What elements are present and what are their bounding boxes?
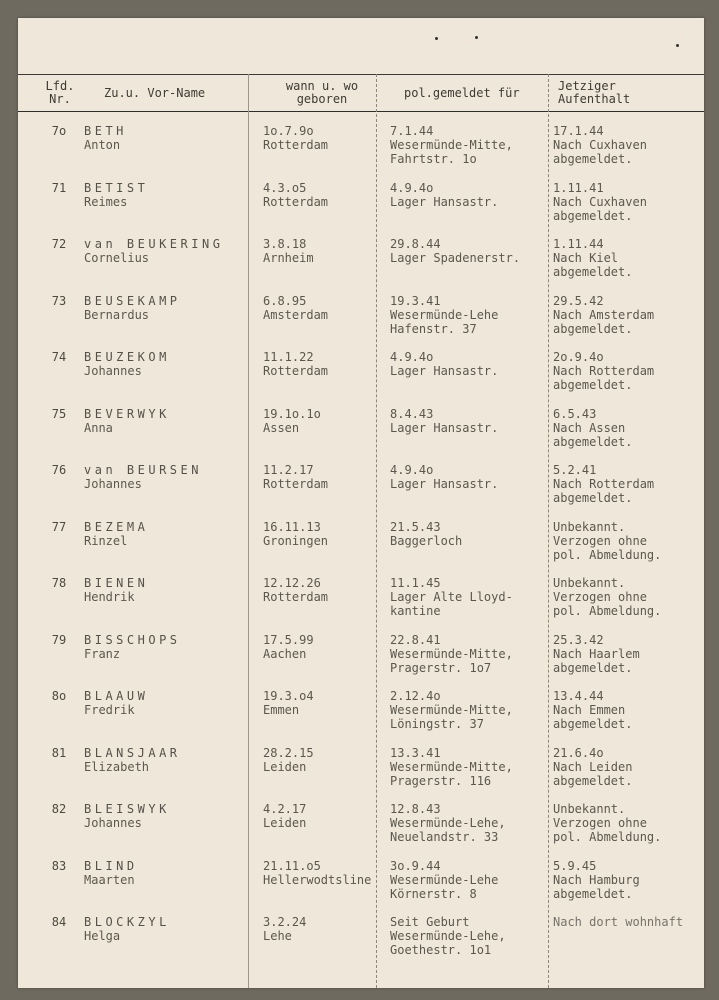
birth-info	[263, 463, 328, 491]
registration-date: 3o.9.44	[390, 858, 441, 873]
table-row	[18, 859, 704, 915]
birth-date: 11.1.22	[263, 350, 314, 364]
entry-number-value: 83	[51, 858, 67, 873]
surname: BIENEN	[84, 576, 149, 590]
current-residence-line: Unbekannt.	[553, 576, 626, 590]
person-name	[84, 915, 170, 943]
birth-info	[263, 746, 314, 774]
registration-date: 13.3.41	[390, 745, 441, 760]
entry-number-value: 84	[51, 915, 67, 929]
birth-date: 19.3.o4	[263, 689, 314, 703]
birth-date: 3.8.18	[263, 237, 307, 251]
person-name	[84, 463, 202, 491]
current-residence-line: Verzogen ohne	[553, 533, 647, 548]
birth-date: 3.2.24	[263, 915, 307, 929]
birth-place: Leiden	[263, 759, 307, 774]
table-row	[18, 802, 704, 858]
header-registered	[404, 75, 520, 111]
given-name: Franz	[84, 646, 121, 661]
entry-number-value: 78	[51, 576, 67, 590]
registration-info	[390, 463, 498, 491]
current-residence	[553, 915, 683, 929]
registration-info	[390, 633, 513, 675]
entry-number	[40, 294, 78, 308]
header-born	[254, 75, 390, 111]
birth-date: 28.2.15	[263, 745, 314, 760]
registration-info	[390, 689, 513, 731]
birth-info	[263, 915, 306, 943]
birth-place: Emmen	[263, 703, 300, 717]
surname: BETIST	[84, 180, 149, 195]
birth-place: Aachen	[263, 646, 307, 661]
current-residence-line: Nach Rotterdam	[553, 364, 655, 378]
given-name: Reimes	[84, 194, 128, 209]
current-residence	[553, 407, 632, 449]
registration-address: Hafenstr. 37	[390, 321, 477, 336]
current-residence	[553, 463, 654, 505]
registration-date: 11.1.45	[390, 576, 441, 590]
surname: BLEISWYK	[84, 802, 170, 816]
registration-info	[390, 124, 513, 166]
registration-address: Löningstr. 37	[390, 717, 484, 731]
entry-number-value: 72	[51, 237, 67, 251]
birth-info	[263, 124, 328, 152]
birth-place: Hellerwodtsline	[263, 872, 372, 887]
current-residence	[553, 237, 632, 279]
registration-date: 2.12.4o	[390, 689, 441, 703]
entry-number	[40, 350, 78, 364]
birth-date: 21.11.o5	[263, 858, 321, 873]
registration-address: Körnerstr. 8	[390, 886, 477, 901]
registration-date: 8.4.43	[390, 406, 434, 421]
table-row	[18, 237, 704, 293]
current-residence-line: Verzogen ohne	[553, 590, 647, 604]
current-residence-line: abgemeldet.	[553, 208, 633, 223]
person-name	[84, 520, 148, 548]
birth-info	[263, 859, 371, 887]
birth-date: 11.2.17	[263, 463, 314, 477]
register-page	[18, 18, 704, 988]
current-residence-line: abgemeldet.	[553, 491, 633, 505]
current-residence-line: 5.9.45	[553, 858, 597, 873]
table-row	[18, 181, 704, 237]
registration-address: Pragerstr. 1o7	[390, 660, 492, 675]
paper-mark	[676, 44, 679, 47]
registration-info	[390, 350, 498, 378]
current-residence-line: 6.5.43	[553, 406, 597, 421]
surname: van BEUKERING	[84, 237, 224, 251]
table-row	[18, 576, 704, 632]
current-residence-line: abgemeldet.	[553, 434, 633, 449]
birth-date: 12.12.26	[263, 576, 321, 590]
entry-number	[40, 181, 78, 195]
table-row	[18, 294, 704, 350]
registration-address: Wesermünde-Mitte,	[390, 646, 513, 661]
given-name: Fredrik	[84, 703, 135, 717]
current-residence-line: Nach Cuxhaven	[553, 194, 647, 209]
registration-info	[390, 181, 498, 209]
given-name: Rinzel	[84, 533, 128, 548]
current-residence	[553, 520, 661, 562]
surname: BLANSJAAR	[84, 745, 181, 760]
header-now-line2: Aufenthalt	[558, 92, 631, 106]
person-name	[84, 237, 223, 265]
birth-place: Lehe	[263, 929, 292, 943]
current-residence-line: abgemeldet.	[553, 886, 633, 901]
current-residence-line: Nach Rotterdam	[553, 477, 655, 491]
birth-info	[263, 576, 328, 604]
person-name	[84, 802, 170, 830]
table-row	[18, 463, 704, 519]
entry-number	[40, 689, 78, 703]
current-residence-line: abgemeldet.	[553, 152, 633, 166]
registration-info	[390, 520, 462, 548]
current-residence-line: 5.2.41	[553, 463, 597, 477]
paper-mark	[435, 37, 438, 40]
entry-number-value: 7o	[51, 124, 67, 138]
current-residence-line: 21.6.4o	[553, 745, 604, 760]
header-born-line2: geboren	[296, 92, 348, 106]
current-residence-line: abgemeldet.	[553, 378, 633, 392]
header-now-line1: Jetziger	[558, 79, 616, 93]
current-residence	[553, 124, 647, 166]
registration-address: Lager Hansastr.	[390, 420, 499, 435]
given-name: Anton	[84, 138, 121, 152]
current-residence-line: 25.3.42	[553, 632, 604, 647]
registration-address: Neuelandstr. 33	[390, 830, 499, 844]
entry-number-value: 8o	[51, 689, 67, 703]
current-residence	[553, 350, 654, 392]
birth-info	[263, 294, 328, 322]
person-name	[84, 407, 170, 435]
current-residence-line: abgemeldet.	[553, 773, 633, 788]
entry-number	[40, 124, 78, 138]
given-name: Anna	[84, 420, 113, 435]
current-residence-line: 2o.9.4o	[553, 350, 604, 364]
header-now	[558, 75, 630, 111]
given-name: Hendrik	[84, 590, 135, 604]
birth-place: Assen	[263, 420, 300, 435]
registration-address: Goethestr. 1o1	[390, 943, 492, 957]
registration-date: 29.8.44	[390, 237, 441, 251]
registration-date: Seit Geburt	[390, 915, 470, 929]
given-name: Helga	[84, 929, 121, 943]
registration-address: Wesermünde-Lehe,	[390, 816, 506, 830]
entry-number	[40, 407, 78, 421]
registration-date: 7.1.44	[390, 124, 434, 138]
birth-place: Rotterdam	[263, 590, 329, 604]
surname: BETH	[84, 124, 127, 138]
header-name	[104, 75, 205, 111]
registration-info	[390, 859, 498, 901]
current-residence-line: 29.5.42	[553, 293, 604, 308]
current-residence-line: pol. Abmeldung.	[553, 547, 662, 562]
surname: BISSCHOPS	[84, 632, 181, 647]
current-residence-line: abgemeldet.	[553, 265, 633, 279]
birth-info	[263, 407, 321, 435]
current-residence-line: pol. Abmeldung.	[553, 830, 662, 844]
entry-number	[40, 802, 78, 816]
registration-date: 4.9.4o	[390, 463, 434, 477]
current-residence	[553, 802, 661, 844]
surname: BLOCKZYL	[84, 915, 170, 929]
registration-date: 4.9.4o	[390, 350, 434, 364]
birth-info	[263, 350, 328, 378]
surname: BLAAUW	[84, 689, 149, 703]
birth-place: Arnheim	[263, 251, 314, 265]
birth-place: Rotterdam	[263, 364, 329, 378]
given-name: Cornelius	[84, 251, 150, 265]
entry-number-value: 71	[51, 180, 67, 195]
current-residence-line: 1.11.44	[553, 237, 604, 251]
surname: van BEURSEN	[84, 463, 202, 477]
given-name: Johannes	[84, 816, 142, 830]
given-name: Bernardus	[84, 307, 150, 322]
current-residence-line: Nach dort wohnhaft	[553, 915, 684, 929]
person-name	[84, 350, 170, 378]
birth-info	[263, 633, 314, 661]
given-name: Johannes	[84, 477, 142, 491]
header-registered-label: pol.gemeldet für	[404, 85, 520, 100]
birth-place: Rotterdam	[263, 194, 329, 209]
entry-number	[40, 520, 78, 534]
registration-date: 21.5.43	[390, 519, 441, 534]
registration-address: Lager Spadenerstr.	[390, 251, 521, 265]
current-residence	[553, 294, 654, 336]
registration-address: Fahrtstr. 1o	[390, 152, 477, 166]
birth-place: Rotterdam	[263, 138, 329, 152]
surname: BEZEMA	[84, 519, 149, 534]
current-residence	[553, 576, 661, 618]
table-row	[18, 124, 704, 180]
table-row	[18, 746, 704, 802]
current-residence-line: Nach Kiel	[553, 251, 619, 265]
current-residence	[553, 859, 640, 901]
person-name	[84, 746, 181, 774]
registration-date: 12.8.43	[390, 802, 441, 816]
birth-place: Leiden	[263, 816, 307, 830]
entry-number-value: 77	[51, 519, 67, 534]
birth-info	[263, 689, 314, 717]
entry-number-value: 73	[51, 293, 67, 308]
birth-info	[263, 802, 306, 830]
registration-address: Lager Hansastr.	[390, 477, 499, 491]
current-residence-line: Nach Haarlem	[553, 646, 640, 661]
table-row	[18, 633, 704, 689]
registration-info	[390, 294, 498, 336]
punch-marks	[18, 34, 704, 44]
birth-date: 1o.7.9o	[263, 124, 314, 138]
birth-place: Rotterdam	[263, 477, 329, 491]
table-row	[18, 520, 704, 576]
birth-date: 19.1o.1o	[263, 406, 321, 421]
header-nr-line2: Nr.	[49, 92, 71, 106]
entry-number-value: 82	[51, 802, 67, 816]
registration-address: Wesermünde-Mitte,	[390, 703, 513, 717]
table-header	[18, 74, 704, 112]
current-residence-line: Nach Hamburg	[553, 872, 640, 887]
birth-date: 4.2.17	[263, 802, 307, 816]
current-residence-line: Unbekannt.	[553, 802, 626, 816]
entry-number	[40, 576, 78, 590]
birth-place: Groningen	[263, 533, 329, 548]
registration-info	[390, 237, 520, 265]
registration-date: 4.9.4o	[390, 180, 434, 195]
registration-address: Lager Hansastr.	[390, 364, 499, 378]
registration-address: Wesermünde-Mitte,	[390, 138, 513, 152]
paper-mark	[475, 36, 478, 39]
birth-place: Amsterdam	[263, 307, 329, 322]
registration-info	[390, 407, 498, 435]
current-residence-line: Nach Cuxhaven	[553, 138, 647, 152]
registration-date: 22.8.41	[390, 632, 441, 647]
current-residence-line: Nach Emmen	[553, 703, 626, 717]
birth-date: 16.11.13	[263, 519, 321, 534]
current-residence-line: Nach Amsterdam	[553, 307, 655, 322]
table-row	[18, 407, 704, 463]
current-residence	[553, 746, 632, 788]
current-residence-line: abgemeldet.	[553, 321, 633, 336]
surname: BEUSEKAMP	[84, 293, 181, 308]
registration-date: 19.3.41	[390, 293, 441, 308]
given-name: Maarten	[84, 872, 135, 887]
current-residence-line: 17.1.44	[553, 124, 604, 138]
entry-number-value: 75	[51, 406, 67, 421]
surname: BEVERWYK	[84, 406, 170, 421]
entry-number	[40, 237, 78, 251]
current-residence-line: 13.4.44	[553, 689, 604, 703]
person-name	[84, 294, 181, 322]
entry-number-value: 79	[51, 632, 67, 647]
entry-number-value: 76	[51, 463, 67, 477]
current-residence-line: Unbekannt.	[553, 519, 626, 534]
birth-info	[263, 520, 328, 548]
registration-address: Lager Alte Lloyd-	[390, 590, 513, 604]
header-nr	[42, 75, 78, 111]
header-name-label: Zu.u. Vor-Name	[104, 85, 206, 100]
surname: BLIND	[84, 858, 138, 873]
header-born-line1: wann u. wo	[285, 79, 359, 93]
table-row	[18, 915, 704, 971]
table-row	[18, 350, 704, 406]
entry-number	[40, 633, 78, 647]
birth-date: 17.5.99	[263, 632, 314, 647]
entry-number-value: 74	[51, 350, 67, 364]
person-name	[84, 689, 148, 717]
registration-address: Wesermünde-Lehe,	[390, 929, 506, 943]
birth-info	[263, 237, 314, 265]
person-name	[84, 181, 148, 209]
person-name	[84, 859, 138, 887]
entry-number	[40, 463, 78, 477]
surname: BEUZEKOM	[84, 350, 170, 364]
birth-date: 4.3.o5	[263, 180, 307, 195]
registration-info	[390, 576, 513, 618]
given-name: Johannes	[84, 364, 142, 378]
registration-info	[390, 746, 513, 788]
person-name	[84, 576, 148, 604]
table-row	[18, 689, 704, 745]
header-nr-line1: Lfd.	[45, 79, 75, 93]
registration-address: kantine	[390, 604, 441, 618]
registration-address: Wesermünde-Lehe	[390, 307, 499, 322]
entry-number	[40, 859, 78, 873]
entry-number	[40, 915, 78, 929]
current-residence	[553, 181, 647, 223]
current-residence-line: 1.11.41	[553, 180, 604, 195]
registration-info	[390, 915, 506, 957]
registration-address: Pragerstr. 116	[390, 773, 492, 788]
current-residence-line: abgemeldet.	[553, 717, 633, 731]
current-residence-line: abgemeldet.	[553, 660, 633, 675]
birth-info	[263, 181, 328, 209]
given-name: Elizabeth	[84, 759, 150, 774]
person-name	[84, 633, 181, 661]
entry-number-value: 81	[51, 745, 67, 760]
current-residence-line: pol. Abmeldung.	[553, 604, 662, 618]
person-name	[84, 124, 127, 152]
current-residence-line: Nach Assen	[553, 420, 626, 435]
current-residence-line: Nach Leiden	[553, 759, 633, 774]
registration-address: Wesermünde-Mitte,	[390, 759, 513, 774]
birth-date: 6.8.95	[263, 293, 307, 308]
current-residence-line: Verzogen ohne	[553, 816, 647, 830]
current-residence	[553, 633, 640, 675]
registration-info	[390, 802, 506, 844]
registration-address: Wesermünde-Lehe	[390, 872, 499, 887]
registration-address: Lager Hansastr.	[390, 194, 499, 209]
entry-number	[40, 746, 78, 760]
registration-address: Baggerloch	[390, 533, 463, 548]
current-residence	[553, 689, 632, 731]
